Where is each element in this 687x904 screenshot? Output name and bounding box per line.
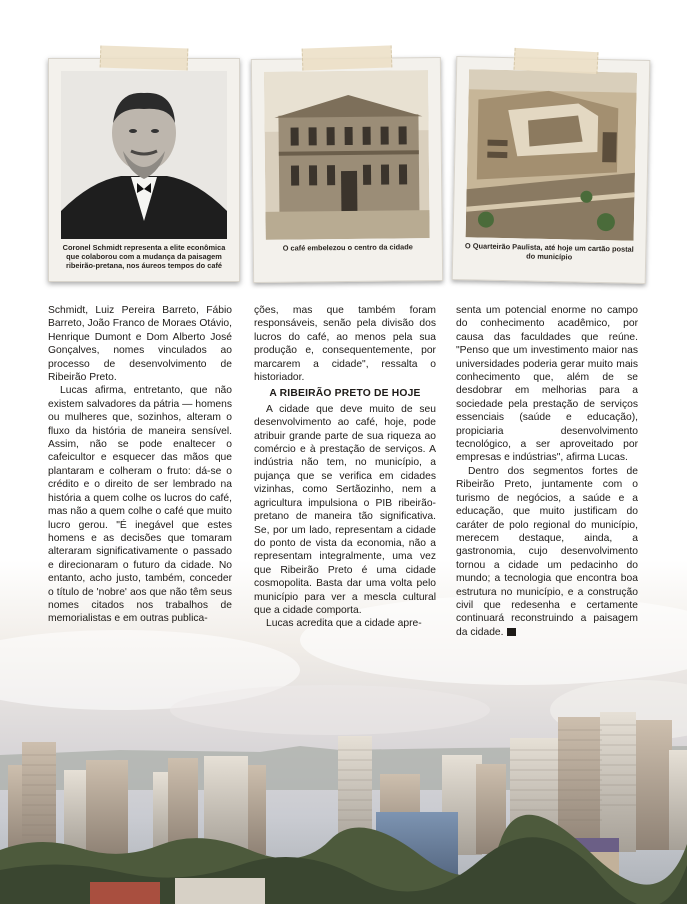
section-heading: A RIBEIRÃO PRETO DE HOJE	[269, 388, 421, 400]
photo-quarteirao-paulista	[452, 56, 651, 284]
paragraph-with-endmark	[456, 465, 638, 639]
paragraph: Lucas afirma, entretanto, que não existem salvadores da pátria — homens ou mulheres que, sozinhos, alteram o fluxo da história de maneira sensível. Assim, não se pode enaltecer o cafeicultor e esquecer das mãos que plantaram e colheram o fruto: dá-se o crédito e o direito de ser lembrado na história a quem colhe os lucros do café, mas não a quem colhe o café que muito lucro gerou. "É inegável que estes homens e as decisões que tomaram alteraram significativamente o passado e direcionaram o futuro da cidade. No entanto, acho justo, também, conceder o título de 'nobre' aos que não têm seus nomes citados nos trabalhos de memorialistas e em outras publica-	[48, 385, 232, 625]
end-of-article-mark	[507, 628, 516, 636]
paragraph: A cidade que deve muito de seu desenvolvimento ao café, hoje, pode atribuir grande parte de sua riqueza ao comércio e à prestação de serviços. A indústria não tem, no município, a pujança que se verifica em cidades vizinhas, como Sertãozinho, nem a agricultura impulsiona o PIB ribeirão-pretano de maneira tão significativa. Se, por um lado, representam a cidade do ponto de vista da economia, não a representam integralmente, uma vez que Ribeirão Preto é uma cidade cosmopolita. Basta dar uma volta pelo município para ver a mescla cultural que a cidade comporta.	[254, 403, 436, 616]
tape-strip	[513, 48, 598, 74]
article-column-2	[254, 304, 436, 631]
paragraph: Schmidt, Luiz Pereira Barreto, Fábio Barreto, João Franco de Moraes Otávio, Henrique Dumont e Dom Alberto José Gonçalves, nomes vinculados ao processo de desenvolvimento de Ribeirão Preto.	[48, 305, 232, 384]
photo-historic-building	[251, 57, 443, 283]
aerial-image	[466, 69, 637, 240]
photo-caption: Coronel Schmidt representa a elite econômica que colaborou com a mudança da paisagem ribeirão-pretana, nos áureos tempos do café	[62, 243, 226, 270]
paragraph: Lucas acredita que a cidade apre-	[266, 618, 422, 630]
portrait-image	[61, 71, 227, 239]
article-column-1	[48, 304, 232, 626]
photo-caption: O café embelezou o centro da cidade	[282, 242, 413, 253]
photo-caption: O Quarteirão Paulista, até hoje um cartão postal do município	[464, 241, 634, 262]
article-column-3	[456, 304, 638, 639]
tape-strip	[302, 45, 393, 70]
paragraph: Dentro dos segmentos fortes de Ribeirão Preto, juntamente com o turismo de negócios, a saúde e a educação, que muito justificam do caráter de polo regional do município, merecem destaque, ainda, a gastronomia, cujo desenvolvimento tornou a cidade um pedacinho do mundo; a tecnologia que encontra boa estrutura no município, e a construção civil que redesenha e certamente continuará reconstruindo a paisagem da cidade.	[456, 465, 638, 638]
building-image	[264, 70, 430, 240]
paragraph: ções, mas que também foram responsáveis, senão pela divisão dos lucros do café, ao menos pela sua produção e, consequentemente, por marcarem a cidade", ressalta o historiador.	[254, 305, 436, 384]
paragraph: senta um potencial enorme no campo do conhecimento acadêmico, por causa das faculdades que reúne. "Penso que um investimento maior nas universidades poderia gerar muito mais conhecimento que, além de se desdobrar em melhorias para a sociedade pela prestação de serviços essenciais (saúde e educação), propiciaria desenvolvimento tecnológico, a ser aproveitado por empresas e indústrias", afirma Lucas.	[456, 305, 638, 464]
tape-strip	[100, 45, 189, 70]
photo-coronel-schmidt	[48, 58, 240, 282]
